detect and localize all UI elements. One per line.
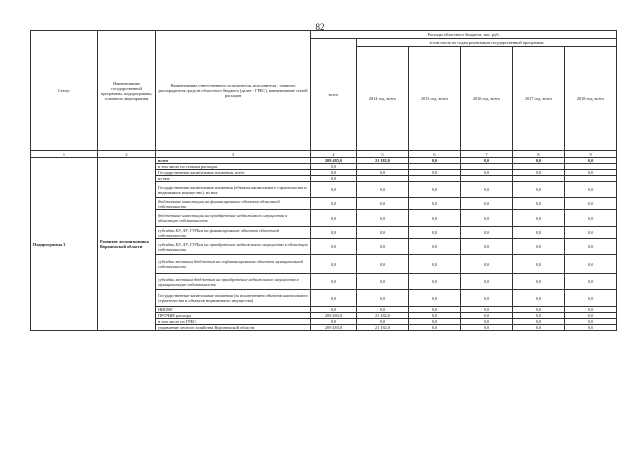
value-cell: 209 483,0 bbox=[311, 313, 357, 319]
value-cell: 0,0 bbox=[513, 307, 565, 313]
value-cell: 0,0 bbox=[311, 198, 357, 210]
value-cell: 0,0 bbox=[461, 255, 513, 274]
value-cell: 0,0 bbox=[461, 290, 513, 307]
value-cell: 0,0 bbox=[565, 198, 617, 210]
value-cell: 0,0 bbox=[409, 319, 461, 325]
value-cell: 0,0 bbox=[409, 255, 461, 274]
value-cell: 0,0 bbox=[409, 227, 461, 239]
value-cell: 0,0 bbox=[513, 313, 565, 319]
value-cell: 0,0 bbox=[565, 227, 617, 239]
value-cell: 0,0 bbox=[565, 307, 617, 313]
value-cell: 0,0 bbox=[565, 319, 617, 325]
value-cell: 0,0 bbox=[565, 290, 617, 307]
value-cell: 0,0 bbox=[513, 255, 565, 274]
value-cell: 21 182,0 bbox=[357, 325, 409, 331]
header-year: 2018 год, всего bbox=[565, 47, 617, 151]
value-cell: 0,0 bbox=[461, 319, 513, 325]
value-cell: 0,0 bbox=[357, 198, 409, 210]
header-year: 2014 год, всего bbox=[357, 47, 409, 151]
value-cell: 0,0 bbox=[461, 325, 513, 331]
value-cell: 0,0 bbox=[513, 325, 565, 331]
column-number: 1 bbox=[31, 151, 98, 158]
value-cell: 0,0 bbox=[513, 158, 565, 164]
value-cell: 0,0 bbox=[311, 170, 357, 176]
value-cell: 0,0 bbox=[513, 274, 565, 290]
value-cell: 0,0 bbox=[311, 307, 357, 313]
value-cell: 0,0 bbox=[461, 313, 513, 319]
row-label: ПРОЧИЕ расходы bbox=[156, 313, 311, 319]
value-cell: 0,0 bbox=[513, 170, 565, 176]
value-cell: 0,0 bbox=[311, 239, 357, 255]
header-year: 2015 год, всего bbox=[409, 47, 461, 151]
value-cell: 0,0 bbox=[513, 290, 565, 307]
row-label: Государственные капитальные вложения (объекты капитального строительства и недвижимое имущество), из них bbox=[156, 182, 311, 198]
page-number: 82 bbox=[315, 22, 325, 32]
row-label: в том числе по статьям расходов bbox=[156, 164, 311, 170]
header-executor: Наименование ответственного исполнителя, исполнителя - главного распорядителя средств областного бюджета (далее - ГРБС), наименование статей расходов bbox=[156, 31, 311, 151]
row-label: субсидии БУ, АУ, ГУПам на финансирование объектов областной собственности bbox=[156, 227, 311, 239]
value-cell: 0,0 bbox=[311, 227, 357, 239]
value-cell: 0,0 bbox=[311, 182, 357, 198]
value-cell: 0,0 bbox=[311, 319, 357, 325]
header-by-years: в том числе по годам реализации государственной программы bbox=[357, 39, 617, 47]
row-label: Государственные капитальные вложения (за исключением объектов капитального строительства и объектов недвижимого имущества) bbox=[156, 290, 311, 307]
row-label: субсидии местным бюджетам на приобретение недвижимого имущества в муниципальную собственность bbox=[156, 274, 311, 290]
program-cell: Развитие лесопитомника Воронежской области bbox=[98, 158, 156, 331]
row-label: субсидии местным бюджетам на софинансирование объектов муниципальной собственности bbox=[156, 255, 311, 274]
column-number: 3 bbox=[156, 151, 311, 158]
header-total: всего bbox=[311, 39, 357, 151]
value-cell: 0,0 bbox=[565, 158, 617, 164]
value-cell: 0,0 bbox=[357, 239, 409, 255]
value-cell: 0,0 bbox=[357, 274, 409, 290]
value-cell: 0,0 bbox=[311, 290, 357, 307]
header-expenses: Расходы областного бюджета, тыс. руб. bbox=[311, 31, 617, 39]
value-cell: 0,0 bbox=[461, 239, 513, 255]
value-cell: 209 483,0 bbox=[311, 158, 357, 164]
value-cell: 0,0 bbox=[357, 227, 409, 239]
row-label: НИОКР bbox=[156, 307, 311, 313]
value-cell: 0,0 bbox=[409, 210, 461, 227]
value-cell: 0,0 bbox=[409, 170, 461, 176]
value-cell: 0,0 bbox=[565, 210, 617, 227]
value-cell: 0,0 bbox=[461, 210, 513, 227]
budget-table bbox=[30, 30, 617, 331]
column-number: 9 bbox=[565, 151, 617, 158]
value-cell: 0,0 bbox=[461, 227, 513, 239]
row-label: из них bbox=[156, 176, 311, 182]
value-cell: 0,0 bbox=[461, 307, 513, 313]
value-cell: 0,0 bbox=[409, 325, 461, 331]
row-label: в том числе по ГРБС: bbox=[156, 319, 311, 325]
value-cell: 0,0 bbox=[461, 182, 513, 198]
value-cell: 0,0 bbox=[357, 290, 409, 307]
value-cell: 0,0 bbox=[513, 227, 565, 239]
value-cell: 0,0 bbox=[461, 198, 513, 210]
value-cell: 0,0 bbox=[565, 274, 617, 290]
row-label: субсидии БУ, АУ, ГУПам на приобретение недвижимого имущества в областную собственность bbox=[156, 239, 311, 255]
row-label: бюджетные инвестиции на финансирование объектов областной собственности bbox=[156, 198, 311, 210]
row-label: бюджетные инвестиции на приобретение недвижимого имущества в областную собственность bbox=[156, 210, 311, 227]
header-year: 2016 год, всего bbox=[461, 47, 513, 151]
value-cell: 0,0 bbox=[565, 313, 617, 319]
value-cell: 0,0 bbox=[409, 307, 461, 313]
value-cell: 0,0 bbox=[311, 164, 357, 170]
status-cell: Подпрограмма 3 bbox=[31, 158, 98, 331]
value-cell: 0,0 bbox=[409, 158, 461, 164]
value-cell: 0,0 bbox=[357, 319, 409, 325]
value-cell: 0,0 bbox=[409, 274, 461, 290]
value-cell: 0,0 bbox=[357, 307, 409, 313]
value-cell: 0,0 bbox=[565, 239, 617, 255]
data-rows bbox=[31, 158, 617, 331]
column-number: 2 bbox=[98, 151, 156, 158]
value-cell: 209 483,0 bbox=[311, 325, 357, 331]
value-cell: 0,0 bbox=[565, 170, 617, 176]
header-status: Статус bbox=[31, 31, 98, 151]
header-year: 2017 год, всего bbox=[513, 47, 565, 151]
row-label: Государственные капитальные вложения, всего bbox=[156, 170, 311, 176]
value-cell: 0,0 bbox=[409, 182, 461, 198]
value-cell: 0,0 bbox=[565, 182, 617, 198]
value-cell: 0,0 bbox=[311, 274, 357, 290]
value-cell: 0,0 bbox=[513, 182, 565, 198]
value-cell: 0,0 bbox=[409, 313, 461, 319]
row-label: управление лесного хозяйства Воронежской области bbox=[156, 325, 311, 331]
value-cell: 0,0 bbox=[357, 182, 409, 198]
column-number: 5 bbox=[357, 151, 409, 158]
header-program: Наименование государственной программы, подпрограммы, основного мероприятия bbox=[98, 31, 156, 151]
value-cell: 0,0 bbox=[357, 170, 409, 176]
value-cell: 0,0 bbox=[461, 158, 513, 164]
value-cell: 0,0 bbox=[513, 319, 565, 325]
value-cell: 21 182,0 bbox=[357, 313, 409, 319]
column-number: 7 bbox=[461, 151, 513, 158]
column-number: 6 bbox=[409, 151, 461, 158]
value-cell: 0,0 bbox=[513, 198, 565, 210]
value-cell: 0,0 bbox=[311, 255, 357, 274]
value-cell: 0,0 bbox=[409, 239, 461, 255]
value-cell: 0,0 bbox=[409, 198, 461, 210]
value-cell: 21 182,0 bbox=[357, 158, 409, 164]
value-cell: 0,0 bbox=[513, 239, 565, 255]
value-cell: 0,0 bbox=[311, 176, 357, 182]
value-cell: 0,0 bbox=[565, 325, 617, 331]
value-cell: 0,0 bbox=[409, 290, 461, 307]
value-cell: 0,0 bbox=[513, 210, 565, 227]
row-label: всего bbox=[156, 158, 311, 164]
value-cell: 0,0 bbox=[565, 255, 617, 274]
column-number: 4 bbox=[311, 151, 357, 158]
value-cell: 0,0 bbox=[357, 255, 409, 274]
value-cell: 0,0 bbox=[461, 170, 513, 176]
value-cell: 0,0 bbox=[311, 210, 357, 227]
value-cell: 0,0 bbox=[357, 210, 409, 227]
column-numbers-row bbox=[31, 151, 617, 158]
value-cell: 0,0 bbox=[461, 274, 513, 290]
column-number: 8 bbox=[513, 151, 565, 158]
